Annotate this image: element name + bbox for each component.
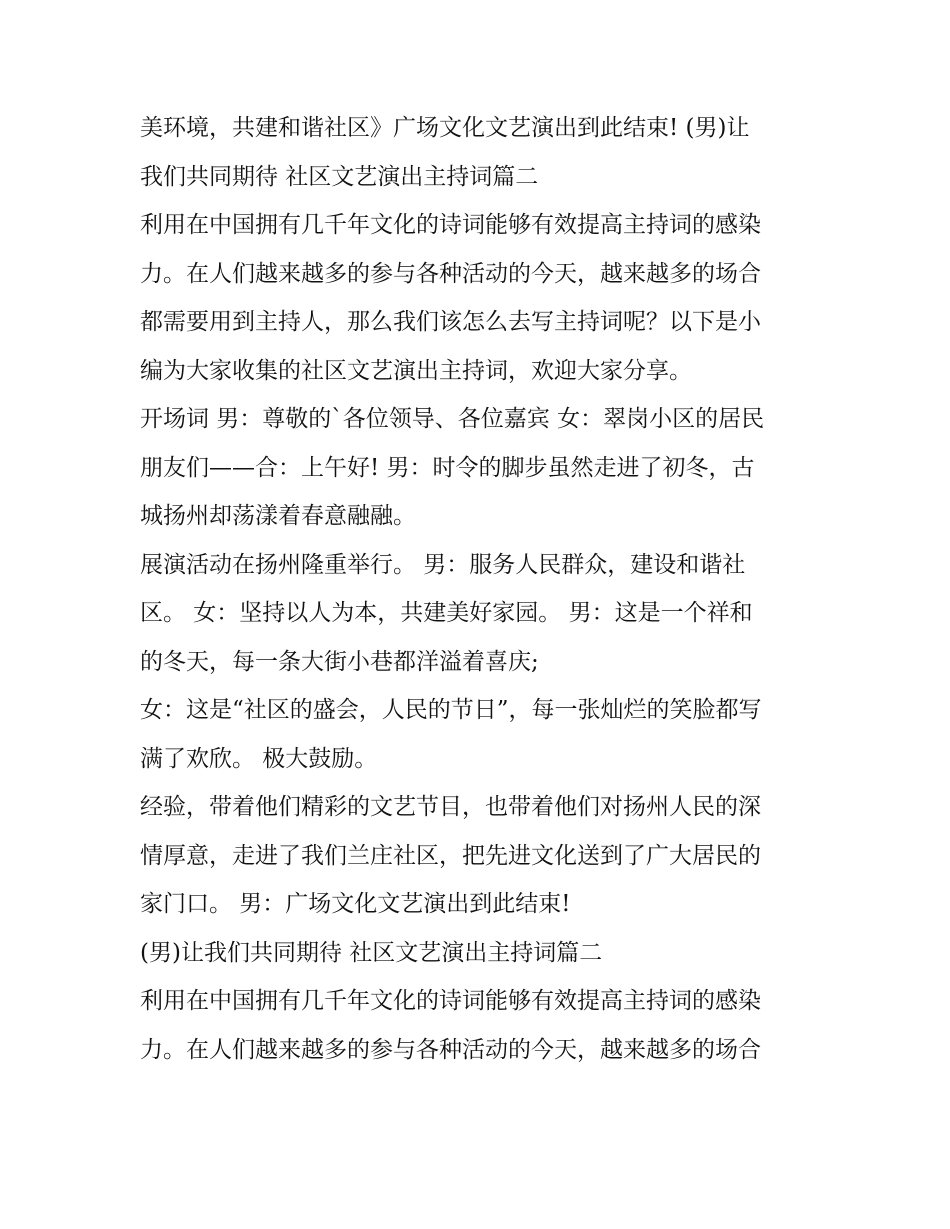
text-line: 经验，带着他们精彩的文艺节目，也带着他们对扬州人民的深 [140, 794, 761, 820]
text-line: 美环境，共建和谐社区》广场文化文艺演出到此结束! (男)让 [140, 115, 750, 141]
text-line: 展演活动在扬州隆重举行。 男：服务人民群众，建设和谐社 [140, 551, 746, 578]
text-line: 城扬州却荡漾着春意融融。 [140, 503, 416, 529]
text-line: 满了欢欣。 极大鼓励。 [140, 745, 378, 772]
text-line: 我们共同期待 社区文艺演出主持词篇二 [140, 163, 539, 190]
text-line: 开场词 男：尊敬的`各位领导、各位嘉宾 女：翠岗小区的居民 [140, 406, 765, 432]
text-line: 编为大家收集的社区文艺演出主持词，欢迎大家分享。 [140, 357, 692, 384]
text-line: 力。在人们越来越多的参与各种活动的今天，越来越多的场合 [140, 260, 761, 287]
text-line: 情厚意，走进了我们兰庄社区，把先进文化送到了广大居民的 [140, 842, 761, 869]
text-line: 利用在中国拥有几千年文化的诗词能够有效提高主持词的感染 [140, 212, 761, 238]
text-line: 的冬天，每一条大街小巷都洋溢着喜庆; [140, 648, 539, 675]
text-line: 利用在中国拥有几千年文化的诗词能够有效提高主持词的感染 [140, 988, 761, 1014]
text-line: 朋友们——合：上午好! 男：时令的脚步虽然走进了初冬，古 [140, 454, 755, 481]
document-body [140, 104, 820, 1074]
text-line: (男)让我们共同期待 社区文艺演出主持词篇二 [140, 939, 603, 966]
text-line: 都需要用到主持人，那么我们该怎么去写主持词呢？以下是小 [140, 309, 761, 335]
text-line: 力。在人们越来越多的参与各种活动的今天，越来越多的场合 [140, 1036, 761, 1063]
text-line: 家门口。 男：广场文化文艺演出到此结束! [140, 891, 571, 917]
text-line: 区。 女：坚持以人为本，共建美好家园。 男：这是一个祥和 [140, 600, 753, 626]
text-line: 女：这是“社区的盛会，人民的节日”，每一张灿烂的笑脸都写 [140, 697, 762, 723]
